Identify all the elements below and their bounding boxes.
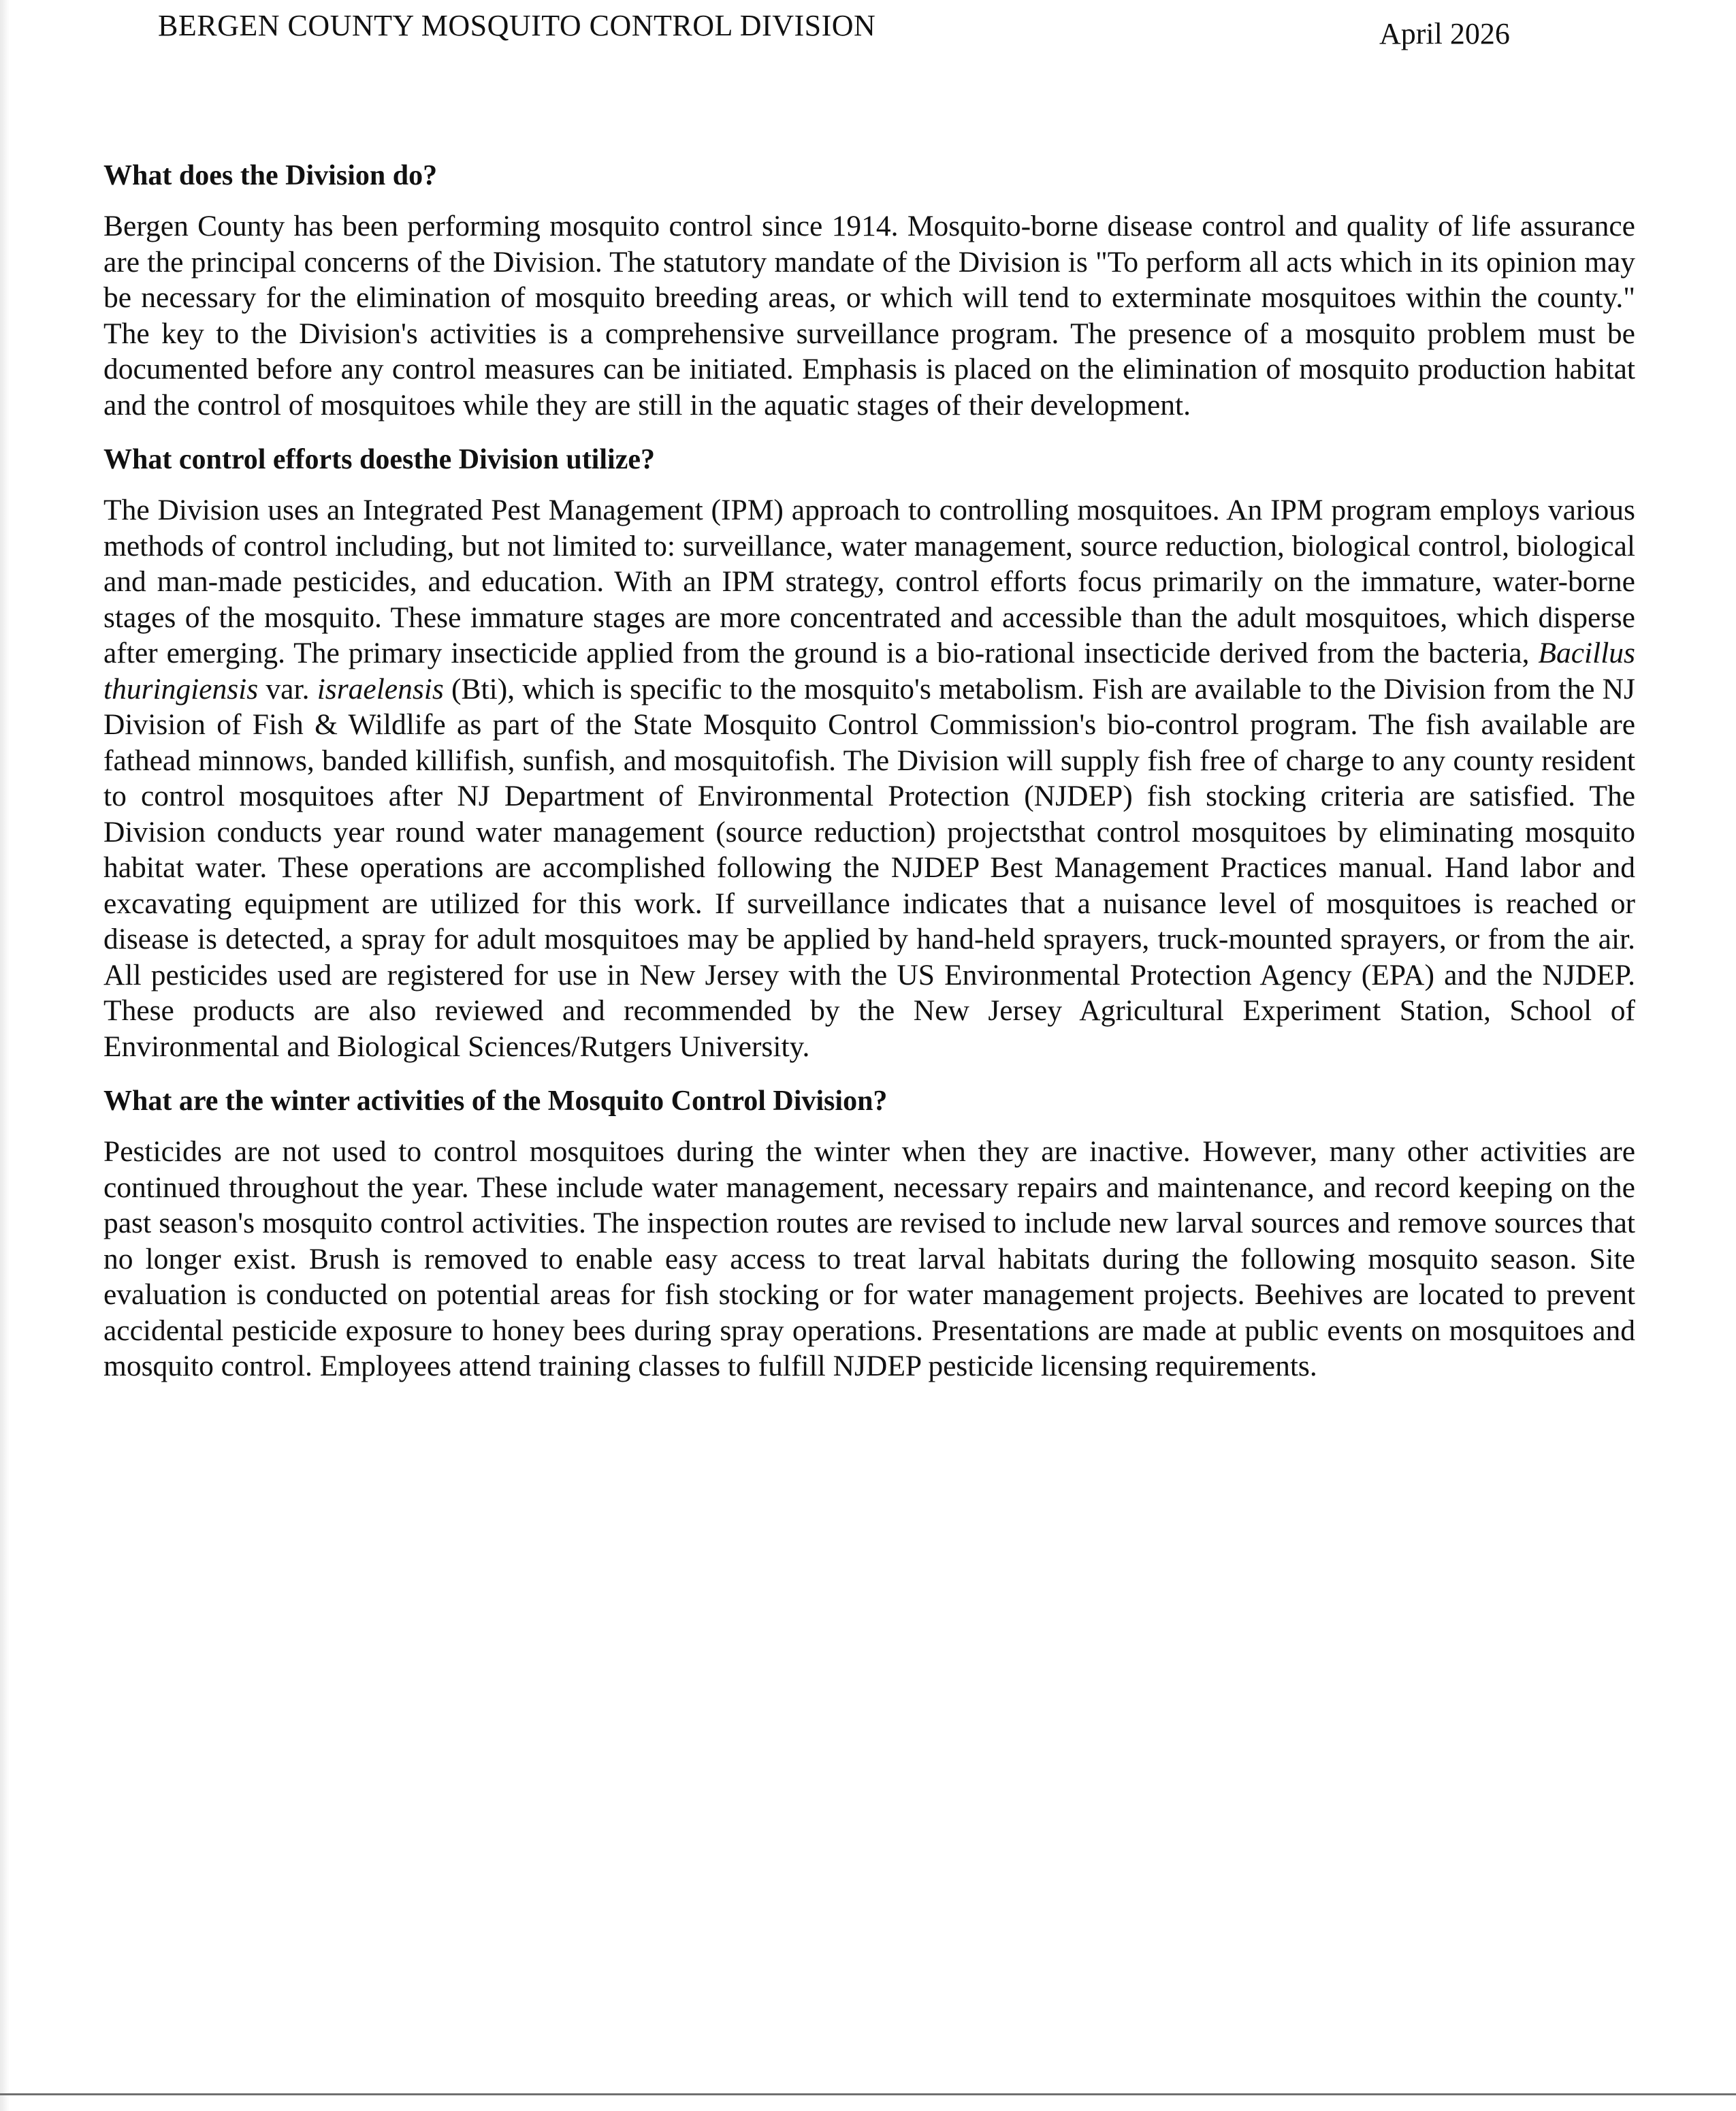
section-heading: What are the winter activities of the Mosquito Control Division? [103, 1085, 888, 1117]
paragraph-text: (Bti), which is specific to the mosquito's metabolism. Fish are available to the Division from the NJ Division of Fish & Wildlife as part of the State Mosquito Control Commission's bio-control program. The fish available are fathead minnows, banded killifish, sunfish, and mosquitofish. The Division will supply fish free of charge to any county resident to control mosquitoes after NJ Department of Environmental Protection (NJDEP) fish stocking criteria are satisfied. The Division conducts year round water management (source reduction) projectsthat control mosquitoes by eliminating mosquito habitat water. These operations are accomplished following the NJDEP Best Management Practices manual. Hand labor and excavating equipment are utilized for this work. If surveillance indicates that a nuisance level of mosquitoes is reached or disease is detected, a spray for adult mosquitoes may be applied by hand-held sprayers, truck-mounted sprayers, or from the air. All pesticides used are registered for use in New Jersey with the US Environmental Protection Agency (EPA) and the NJDEP. These products are also reviewed and recommended by the New Jersey Agricultural Experiment Station, School of Environmental and Biological Sciences/Rutgers University. [103, 672, 1635, 1063]
section-winter-activities [103, 1083, 1635, 1384]
header-organization: BERGEN COUNTY MOSQUITO CONTROL DIVISION [158, 9, 876, 42]
variety-name: israelensis [317, 672, 444, 705]
species-name: Bacillus thuringiensis [103, 637, 1635, 705]
header-date: April 2026 [1379, 17, 1510, 50]
section-paragraph: Bergen County has been performing mosquito control since 1914. Mosquito-borne disease control and quality of life assurance are the principal concerns of the Division. The statutory mandate of the Division is "To perform all acts which in its opinion may be necessary for the elimination of mosquito breeding areas, or which will tend to exterminate mosquitoes within the county." The key to the Division's activities is a comprehensive surveillance program. The presence of a mosquito problem must be documented before any control measures can be initiated. Emphasis is placed on the elimination of mosquito production habitat and the control of mosquitoes while they are still in the aquatic stages of their development. [103, 210, 1635, 422]
section-paragraph: Pesticides are not used to control mosquitoes during the winter when they are inactive. However, many other activities are continued throughout the year. These include water management, necessary repairs and maintenance, and record keeping on the past season's mosquito control activities. The inspection routes are revised to include new larval sources and remove sources that no longer exist. Brush is removed to enable easy access to treat larval habitats during the following mosquito season. Site evaluation is conducted on potential areas for fish stocking or for water management projects. Beehives are located to prevent accidental pesticide exposure to honey bees during spray operations. Presentations are made at public events on mosquitoes and mosquito control. Employees attend training classes to fulfill NJDEP pesticide licensing requirements. [103, 1135, 1635, 1382]
paragraph-text: The Division uses an Integrated Pest Management (IPM) approach to controlling mosquitoes. An IPM program employs various methods of control including, but not limited to: surveillance, water management, source reduction, biological control, biological and man-made pesticides, and education. With an IPM strategy, control efforts focus primarily on the immature, water-borne stages of the mosquito. These immature stages are more concentrated and accessible than the adult mosquitoes, which disperse after emerging. The primary insecticide applied from the ground is a bio-rational insecticide derived from the bacteria, [103, 494, 1635, 669]
paragraph-text: var. [258, 672, 317, 705]
section-paragraph [103, 492, 1635, 1064]
section-control-efforts [103, 442, 1635, 1064]
bottom-scan-line [0, 2093, 1736, 2095]
section-division-role [103, 158, 1635, 423]
scan-edge-shading [0, 0, 10, 2111]
document-body [103, 158, 1635, 1405]
section-heading: What does the Division do? [103, 160, 438, 191]
section-heading: What control efforts doesthe Division utilize? [103, 444, 655, 475]
